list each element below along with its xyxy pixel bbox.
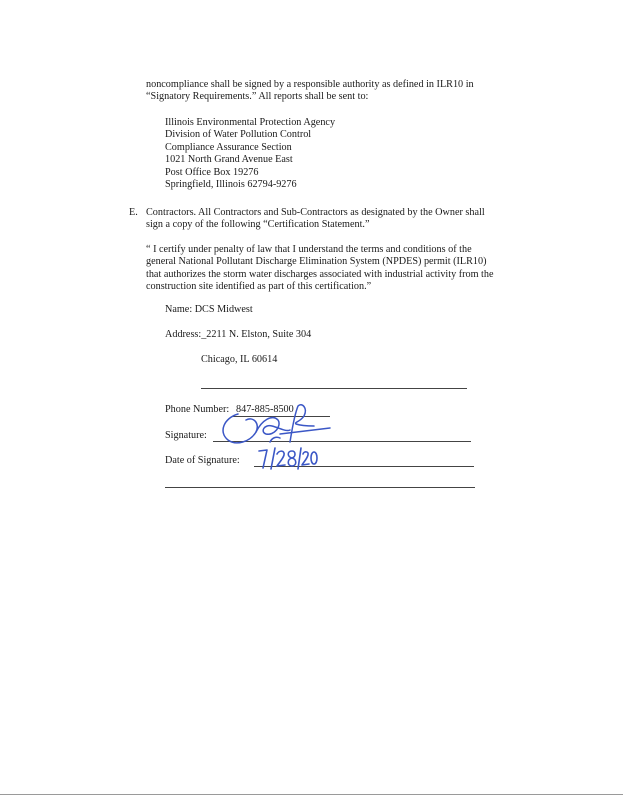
certification-statement (146, 244, 494, 294)
address-line: Springfield, Illinois 62794-9276 (165, 178, 297, 190)
handwritten-signature (210, 402, 340, 452)
date-label: Date of Signature: (165, 455, 240, 466)
certification-line: general National Pollutant Discharge Elimination System (NPDES) permit (ILR10) (146, 256, 487, 268)
page-edge-divider (0, 794, 623, 795)
section-e-line-1: Contractors. All Contractors and Sub-Contractors as designated by the Owner shall (146, 207, 485, 218)
certification-line: “ I certify under penalty of law that I understand the terms and conditions of the (146, 244, 472, 255)
section-e-line-2: sign a copy of the following “Certification Statement.” (146, 219, 370, 231)
phone-value: 847-885-8500 (236, 404, 294, 415)
section-marker: E. (129, 207, 138, 218)
certification-line: that authorizes the storm water discharges associated with industrial activity from the (146, 268, 494, 280)
address-line: Compliance Assurance Section (165, 141, 292, 153)
blank-line (165, 487, 475, 488)
address-line: Post Office Box 19276 (165, 166, 259, 178)
signature-label: Signature: (165, 430, 207, 441)
intro-paragraph (146, 79, 474, 104)
certification-line: construction site identified as part of this certification.” (146, 281, 372, 293)
address-line: 1021 North Grand Avenue East (165, 154, 293, 166)
mailing-address-block (165, 117, 335, 191)
blank-line (201, 388, 467, 389)
handwritten-date (256, 446, 320, 472)
phone-label: Phone Number: (165, 404, 230, 415)
section-e-paragraph (146, 207, 485, 232)
address-line: Illinois Environmental Protection Agency (165, 117, 336, 128)
address-field: Address:_2211 N. Elston, Suite 304 (165, 329, 312, 340)
address-city: Chicago, IL 60614 (201, 354, 278, 365)
name-field: Name: DCS Midwest (165, 304, 253, 315)
intro-line-2: “Signatory Requirements.” All reports shall be sent to: (146, 91, 369, 103)
address-line: Division of Water Pollution Control (165, 129, 312, 141)
intro-line-1: noncompliance shall be signed by a responsible authority as defined in ILR10 in (146, 79, 474, 90)
